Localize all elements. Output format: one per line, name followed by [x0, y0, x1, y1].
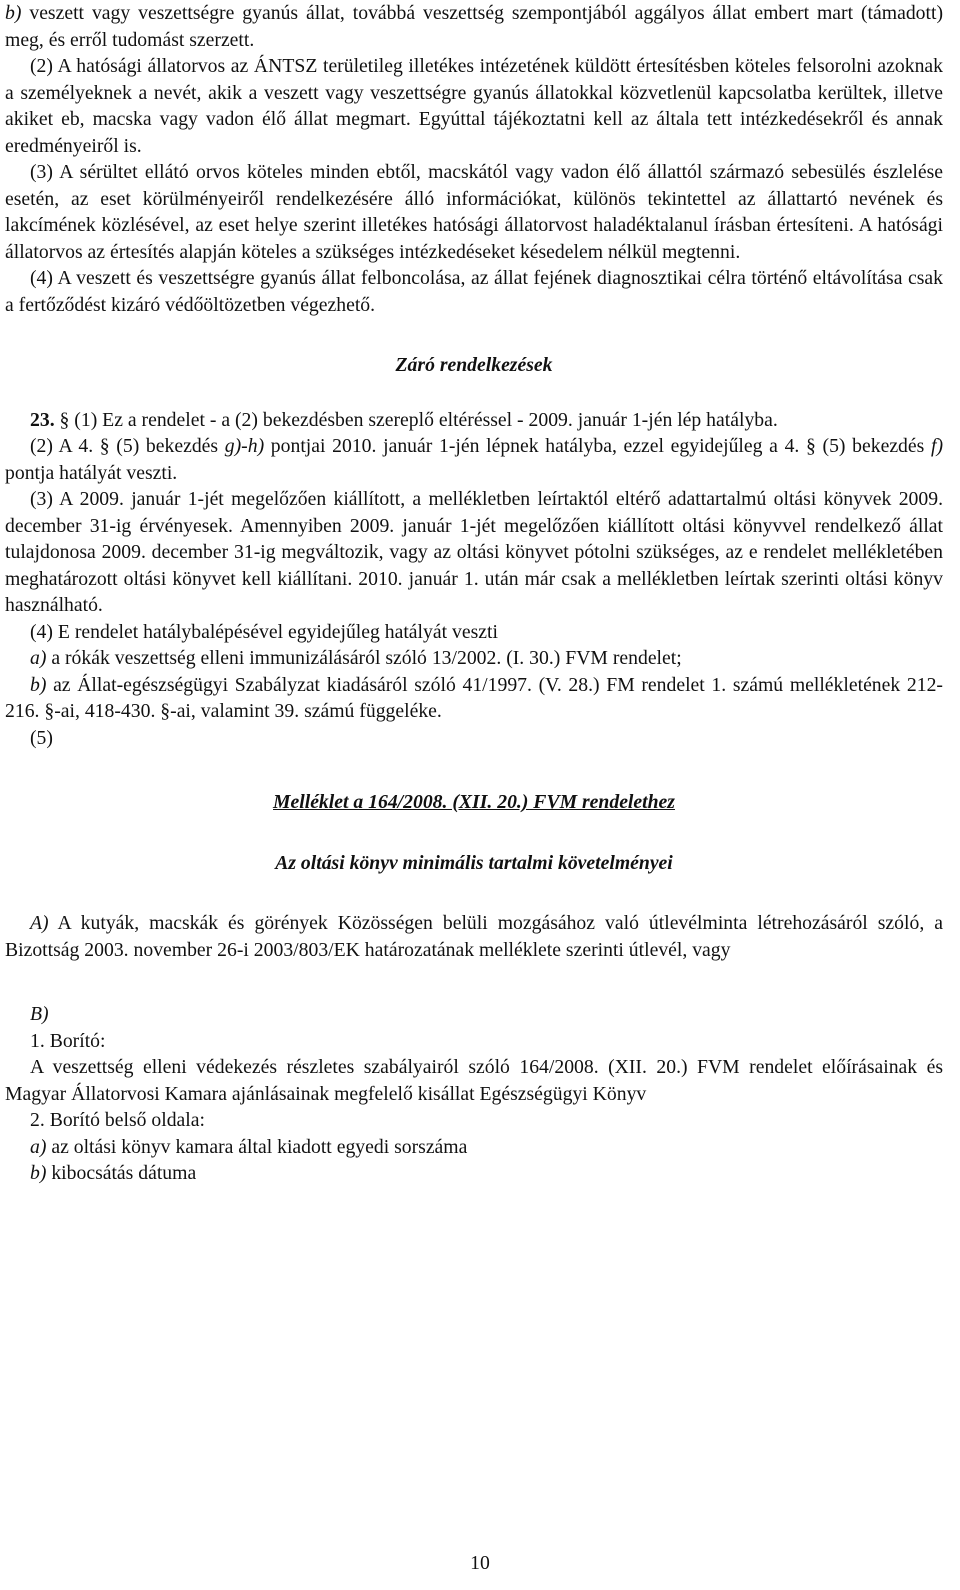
paragraph-23-4: (4) E rendelet hatálybalépésével egyidejűleg hatályát veszti	[30, 620, 498, 643]
paragraph-23-4-a	[5, 645, 943, 672]
annex-item-1-text: A veszettség elleni védekezés részletes szabályairól szóló 164/2008. (XII. 20.) FVM rendelet előírásainak és Magyar Állatorvosi Kamara ajánlásainak megfelelő kisállat Egészségügyi Könyv	[5, 1056, 943, 1105]
annex-item-2-label: 2. Borító belső oldala:	[30, 1109, 205, 1131]
paragraph-23-5: (5)	[30, 726, 53, 749]
paragraph-23-1	[5, 407, 943, 434]
list-label: b)	[30, 673, 47, 696]
annex-item-b-label	[5, 1001, 943, 1028]
list-label: a)	[30, 647, 47, 669]
point-label: g)-h)	[224, 435, 265, 457]
paragraph-text: veszett vagy veszettségre gyanús állat, továbbá veszettség szempontjából aggályos állat embert mart (támadott) meg, és erről tudomást szerzett.	[5, 2, 943, 51]
annex-item-2-a	[5, 1134, 943, 1161]
paragraph-22-3: (3) A sérültet ellátó orvos köteles minden ebtől, macskától vagy vadon élő állattól származó sebesülés észlelése esetén, az eset körülményeiről rendelkezésére álló információkat, különös tekintettel az állattartó nevének és lakcímének közlésével, az eset helye szerint illetékes hatósági állatorvost haladéktalanul írásban értesíteni. A hatósági állatorvos az értesítés alapján köteles a szükséges intézkedéseket késedelem nélkül megtenni.	[5, 161, 943, 263]
point-label: f)	[930, 435, 944, 457]
paragraph-22-4: (4) A veszett és veszettségre gyanús állat felboncolása, az állat fejének diagnosztikai célra történő eltávolítása csak a fertőződést kizáró védőöltözetben végezhető.	[5, 267, 943, 316]
paragraph-text: (2) A 4. § (5) bekezdés	[30, 435, 225, 457]
list-label: b)	[30, 1162, 47, 1184]
list-label: b)	[5, 2, 22, 24]
paragraph-22-1-b	[5, 0, 943, 53]
paragraph-22-2: (2) A hatósági állatorvos az ÁNTSZ területileg illetékes intézetének küldött értesítésben köteles felsorolni azoknak a személyeknek a nevét, akik a veszett vagy veszettségre gyanús állatokkal közvetlenül kapcsolatba kerültek, illetve akiket eb, macska vagy vadon élő állat megmart. Egyúttal tájékoztatni kell az általa tett intézkedésekről és annak eredményeiről is.	[5, 55, 943, 157]
paragraph-text: pontja hatályát veszti.	[5, 461, 178, 484]
paragraph-text: az Állat-egészségügyi Szabályzat kiadásáról szóló 41/1997. (V. 28.) FM rendelet 1. számú mellékletének 212-216. §-ai, 418-430. §-ai, valamint 39. számú függeléke.	[5, 673, 943, 722]
paragraph-text: a rókák veszettség elleni immunizálásáról szóló 13/2002. (I. 30.) FVM rendelet;	[46, 647, 682, 669]
page-number: 10	[470, 1552, 490, 1574]
annex-item-a	[5, 910, 943, 963]
list-label: A)	[30, 912, 49, 934]
annex-title: Melléklet a 164/2008. (XII. 20.) FVM rendelethez	[273, 791, 675, 813]
paragraph-23-2	[5, 433, 943, 486]
list-label: a)	[30, 1135, 47, 1158]
paragraph-text: kibocsátás dátuma	[46, 1162, 197, 1184]
section-title-closing: Záró rendelkezések	[395, 354, 553, 376]
section-number: 23.	[30, 408, 55, 431]
list-label: B)	[30, 1003, 49, 1025]
annex-item-1-label: 1. Borító:	[30, 1029, 106, 1052]
paragraph-23-4-b	[5, 672, 943, 725]
paragraph-text: pontjai 2010. január 1-jén lépnek hatályba, ezzel egyidejűleg a 4. § (5) bekezdés	[264, 435, 931, 457]
paragraph-text: az oltási könyv kamara által kiadott egyedi sorszáma	[46, 1135, 468, 1158]
paragraph-23-3: (3) A 2009. január 1-jét megelőzően kiállított, a mellékletben leírtaktól eltérő adattartalmú oltási könyvek 2009. december 31-ig érvényesek. Amennyiben 2009. január 1-jét megelőzően kiállított oltási könyvvel rendelkező állat tulajdonosa 2009. december 31-ig megváltozik, vagy az oltási könyvet pótolni szükséges, az e rendelet mellékletében meghatározott oltási könyvet kell kiállítani. 2010. január 1. után már csak a mellékletben leírtak szerinti oltási könyv használható.	[5, 488, 943, 616]
paragraph-text: A kutyák, macskák és görények Közösségen belüli mozgásához való útlevélminta létrehozásáról szóló, a Bizottság 2003. november 26-i 2003/803/EK határozatának melléklete szerinti útlevél, vagy	[5, 912, 943, 961]
annex-item-2-b	[5, 1160, 943, 1187]
paragraph-text: § (1) Ez a rendelet - a (2) bekezdésben szereplő eltéréssel - 2009. január 1-jén lép hatályba.	[54, 408, 778, 431]
annex-subtitle: Az oltási könyv minimális tartalmi követelményei	[275, 851, 673, 874]
